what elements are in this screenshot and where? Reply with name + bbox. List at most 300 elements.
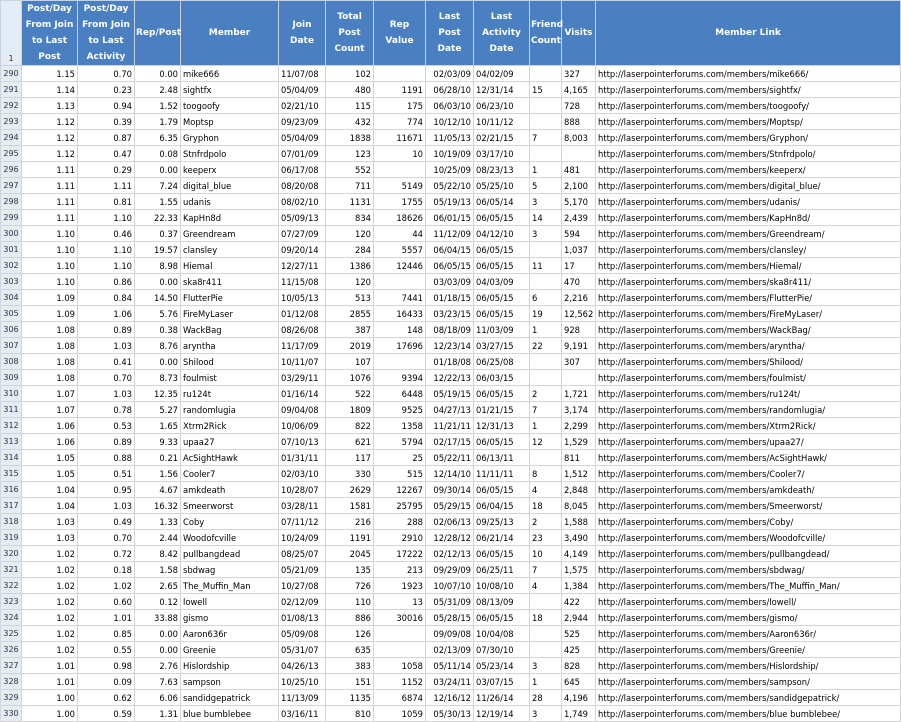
- member-link-cell[interactable]: http://laserpointerforums.com/members/mike666/: [596, 66, 901, 82]
- total-post-count-cell[interactable]: 834: [326, 210, 374, 226]
- last-post-date-cell[interactable]: 02/12/13: [426, 546, 474, 562]
- row-number-cell[interactable]: 307: [1, 338, 22, 354]
- visits-cell[interactable]: 2,439: [562, 210, 596, 226]
- member-name-cell[interactable]: Moptsp: [181, 114, 279, 130]
- header-post-day-last-activity[interactable]: Post/Day From Join to Last Activity: [78, 1, 135, 66]
- join-date-cell[interactable]: 08/25/07: [279, 546, 326, 562]
- join-date-cell[interactable]: 10/27/08: [279, 578, 326, 594]
- friend-count-cell[interactable]: [530, 450, 562, 466]
- rep-per-post-cell[interactable]: 4.67: [135, 482, 181, 498]
- join-date-cell[interactable]: 08/02/10: [279, 194, 326, 210]
- member-link-cell[interactable]: http://laserpointerforums.com/members/Shilood/: [596, 354, 901, 370]
- rep-per-post-cell[interactable]: 19.57: [135, 242, 181, 258]
- member-link-cell[interactable]: http://laserpointerforums.com/members/keeperx/: [596, 162, 901, 178]
- post-day-last-post-cell[interactable]: 1.09: [22, 290, 78, 306]
- rep-per-post-cell[interactable]: 8.98: [135, 258, 181, 274]
- post-day-last-activity-cell[interactable]: 0.85: [78, 626, 135, 642]
- friend-count-cell[interactable]: [530, 66, 562, 82]
- member-name-cell[interactable]: sandidgepatrick: [181, 690, 279, 706]
- last-activity-date-cell[interactable]: 10/11/12: [474, 114, 530, 130]
- rep-value-cell[interactable]: 6448: [374, 386, 426, 402]
- last-activity-date-cell[interactable]: 05/25/10: [474, 178, 530, 194]
- rep-value-cell[interactable]: 44: [374, 226, 426, 242]
- friend-count-cell[interactable]: 22: [530, 338, 562, 354]
- rep-per-post-cell[interactable]: 1.58: [135, 562, 181, 578]
- rep-value-cell[interactable]: 17222: [374, 546, 426, 562]
- member-link-cell[interactable]: http://laserpointerforums.com/members/Greenie/: [596, 642, 901, 658]
- member-name-cell[interactable]: lowell: [181, 594, 279, 610]
- rep-value-cell[interactable]: 11671: [374, 130, 426, 146]
- last-activity-date-cell[interactable]: 06/05/15: [474, 258, 530, 274]
- row-number-cell[interactable]: 326: [1, 642, 22, 658]
- member-link-cell[interactable]: http://laserpointerforums.com/members/foulmist/: [596, 370, 901, 386]
- member-link-cell[interactable]: http://laserpointerforums.com/members/udanis/: [596, 194, 901, 210]
- last-activity-date-cell[interactable]: 06/05/15: [474, 242, 530, 258]
- last-activity-date-cell[interactable]: 06/05/15: [474, 546, 530, 562]
- visits-cell[interactable]: 8,045: [562, 498, 596, 514]
- row-number-cell[interactable]: 328: [1, 674, 22, 690]
- join-date-cell[interactable]: 01/12/08: [279, 306, 326, 322]
- post-day-last-post-cell[interactable]: 1.08: [22, 354, 78, 370]
- visits-cell[interactable]: 327: [562, 66, 596, 82]
- post-day-last-post-cell[interactable]: 1.02: [22, 594, 78, 610]
- post-day-last-post-cell[interactable]: 1.07: [22, 402, 78, 418]
- post-day-last-post-cell[interactable]: 1.12: [22, 114, 78, 130]
- rep-per-post-cell[interactable]: 0.00: [135, 66, 181, 82]
- rep-per-post-cell[interactable]: 0.00: [135, 642, 181, 658]
- last-post-date-cell[interactable]: 02/03/09: [426, 66, 474, 82]
- post-day-last-post-cell[interactable]: 1.15: [22, 66, 78, 82]
- rep-per-post-cell[interactable]: 0.00: [135, 162, 181, 178]
- post-day-last-activity-cell[interactable]: 0.95: [78, 482, 135, 498]
- member-link-cell[interactable]: http://laserpointerforums.com/members/Hislordship/: [596, 658, 901, 674]
- member-name-cell[interactable]: udanis: [181, 194, 279, 210]
- rep-per-post-cell[interactable]: 1.52: [135, 98, 181, 114]
- post-day-last-post-cell[interactable]: 1.14: [22, 82, 78, 98]
- row-number-cell[interactable]: 323: [1, 594, 22, 610]
- post-day-last-activity-cell[interactable]: 1.10: [78, 258, 135, 274]
- member-name-cell[interactable]: sightfx: [181, 82, 279, 98]
- rep-per-post-cell[interactable]: 9.33: [135, 434, 181, 450]
- rep-value-cell[interactable]: 515: [374, 466, 426, 482]
- post-day-last-activity-cell[interactable]: 0.23: [78, 82, 135, 98]
- post-day-last-post-cell[interactable]: 1.02: [22, 546, 78, 562]
- visits-cell[interactable]: 3,490: [562, 530, 596, 546]
- total-post-count-cell[interactable]: 330: [326, 466, 374, 482]
- total-post-count-cell[interactable]: 115: [326, 98, 374, 114]
- visits-cell[interactable]: 4,165: [562, 82, 596, 98]
- rep-value-cell[interactable]: 25795: [374, 498, 426, 514]
- rep-value-cell[interactable]: 175: [374, 98, 426, 114]
- friend-count-cell[interactable]: [530, 274, 562, 290]
- last-post-date-cell[interactable]: 10/19/09: [426, 146, 474, 162]
- total-post-count-cell[interactable]: 513: [326, 290, 374, 306]
- member-link-cell[interactable]: http://laserpointerforums.com/members/Moptsp/: [596, 114, 901, 130]
- post-day-last-post-cell[interactable]: 1.13: [22, 98, 78, 114]
- friend-count-cell[interactable]: [530, 114, 562, 130]
- last-activity-date-cell[interactable]: 06/05/15: [474, 434, 530, 450]
- friend-count-cell[interactable]: 8: [530, 466, 562, 482]
- rep-value-cell[interactable]: 1923: [374, 578, 426, 594]
- row-number-cell[interactable]: 321: [1, 562, 22, 578]
- member-name-cell[interactable]: KapHn8d: [181, 210, 279, 226]
- member-name-cell[interactable]: digital_blue: [181, 178, 279, 194]
- join-date-cell[interactable]: 02/12/09: [279, 594, 326, 610]
- last-post-date-cell[interactable]: 02/17/15: [426, 434, 474, 450]
- visits-cell[interactable]: 2,848: [562, 482, 596, 498]
- row-number-cell[interactable]: 304: [1, 290, 22, 306]
- friend-count-cell[interactable]: [530, 626, 562, 642]
- total-post-count-cell[interactable]: 635: [326, 642, 374, 658]
- row-number-cell[interactable]: 301: [1, 242, 22, 258]
- last-post-date-cell[interactable]: 02/13/09: [426, 642, 474, 658]
- rep-per-post-cell[interactable]: 33.88: [135, 610, 181, 626]
- post-day-last-activity-cell[interactable]: 0.94: [78, 98, 135, 114]
- total-post-count-cell[interactable]: 726: [326, 578, 374, 594]
- visits-cell[interactable]: 811: [562, 450, 596, 466]
- row-number-cell[interactable]: 316: [1, 482, 22, 498]
- member-name-cell[interactable]: upaa27: [181, 434, 279, 450]
- last-post-date-cell[interactable]: 05/30/13: [426, 706, 474, 722]
- rep-value-cell[interactable]: 30016: [374, 610, 426, 626]
- visits-cell[interactable]: 1,588: [562, 514, 596, 530]
- rep-per-post-cell[interactable]: 2.76: [135, 658, 181, 674]
- post-day-last-post-cell[interactable]: 1.08: [22, 370, 78, 386]
- last-activity-date-cell[interactable]: 06/23/10: [474, 98, 530, 114]
- join-date-cell[interactable]: 04/26/13: [279, 658, 326, 674]
- last-activity-date-cell[interactable]: 12/19/14: [474, 706, 530, 722]
- row-number-cell[interactable]: 310: [1, 386, 22, 402]
- last-activity-date-cell[interactable]: 03/07/15: [474, 674, 530, 690]
- visits-cell[interactable]: 2,299: [562, 418, 596, 434]
- friend-count-cell[interactable]: 6: [530, 290, 562, 306]
- post-day-last-post-cell[interactable]: 1.01: [22, 658, 78, 674]
- post-day-last-activity-cell[interactable]: 1.10: [78, 210, 135, 226]
- member-link-cell[interactable]: http://laserpointerforums.com/members/toogoofy/: [596, 98, 901, 114]
- last-post-date-cell[interactable]: 02/06/13: [426, 514, 474, 530]
- last-activity-date-cell[interactable]: 04/02/09: [474, 66, 530, 82]
- member-link-cell[interactable]: http://laserpointerforums.com/members/digital_blue/: [596, 178, 901, 194]
- visits-cell[interactable]: 2,100: [562, 178, 596, 194]
- member-link-cell[interactable]: http://laserpointerforums.com/members/Woodofcville/: [596, 530, 901, 546]
- friend-count-cell[interactable]: [530, 370, 562, 386]
- row-number-cell[interactable]: 294: [1, 130, 22, 146]
- total-post-count-cell[interactable]: 120: [326, 226, 374, 242]
- rep-per-post-cell[interactable]: 0.38: [135, 322, 181, 338]
- visits-cell[interactable]: 525: [562, 626, 596, 642]
- member-name-cell[interactable]: FireMyLaser: [181, 306, 279, 322]
- member-name-cell[interactable]: The_Muffin_Man: [181, 578, 279, 594]
- join-date-cell[interactable]: 10/05/13: [279, 290, 326, 306]
- post-day-last-post-cell[interactable]: 1.04: [22, 482, 78, 498]
- visits-cell[interactable]: 1,384: [562, 578, 596, 594]
- join-date-cell[interactable]: 10/06/09: [279, 418, 326, 434]
- total-post-count-cell[interactable]: 1191: [326, 530, 374, 546]
- header-last-post-date[interactable]: Last Post Date: [426, 1, 474, 66]
- post-day-last-activity-cell[interactable]: 0.29: [78, 162, 135, 178]
- member-link-cell[interactable]: http://laserpointerforums.com/members/sightfx/: [596, 82, 901, 98]
- rep-value-cell[interactable]: 1191: [374, 82, 426, 98]
- post-day-last-activity-cell[interactable]: 0.51: [78, 466, 135, 482]
- last-activity-date-cell[interactable]: 06/05/15: [474, 306, 530, 322]
- rep-value-cell[interactable]: 1358: [374, 418, 426, 434]
- last-post-date-cell[interactable]: 12/28/12: [426, 530, 474, 546]
- friend-count-cell[interactable]: 1: [530, 674, 562, 690]
- friend-count-cell[interactable]: 3: [530, 194, 562, 210]
- member-link-cell[interactable]: http://laserpointerforums.com/members/sandidgepatrick/: [596, 690, 901, 706]
- last-post-date-cell[interactable]: 11/05/13: [426, 130, 474, 146]
- last-activity-date-cell[interactable]: 07/30/10: [474, 642, 530, 658]
- post-day-last-activity-cell[interactable]: 1.02: [78, 578, 135, 594]
- join-date-cell[interactable]: 08/20/08: [279, 178, 326, 194]
- post-day-last-post-cell[interactable]: 1.11: [22, 178, 78, 194]
- visits-cell[interactable]: 12,562: [562, 306, 596, 322]
- member-name-cell[interactable]: Greenie: [181, 642, 279, 658]
- visits-cell[interactable]: 1,512: [562, 466, 596, 482]
- post-day-last-post-cell[interactable]: 1.12: [22, 130, 78, 146]
- post-day-last-activity-cell[interactable]: 0.89: [78, 322, 135, 338]
- member-link-cell[interactable]: http://laserpointerforums.com/members/AcSightHawk/: [596, 450, 901, 466]
- rep-value-cell[interactable]: 9394: [374, 370, 426, 386]
- row-number-cell[interactable]: 291: [1, 82, 22, 98]
- rep-per-post-cell[interactable]: 14.50: [135, 290, 181, 306]
- member-name-cell[interactable]: gismo: [181, 610, 279, 626]
- last-activity-date-cell[interactable]: 09/25/13: [474, 514, 530, 530]
- post-day-last-post-cell[interactable]: 1.02: [22, 562, 78, 578]
- post-day-last-post-cell[interactable]: 1.05: [22, 466, 78, 482]
- friend-count-cell[interactable]: 4: [530, 578, 562, 594]
- post-day-last-activity-cell[interactable]: 0.55: [78, 642, 135, 658]
- member-link-cell[interactable]: http://laserpointerforums.com/members/sbdwag/: [596, 562, 901, 578]
- row-number-cell[interactable]: 299: [1, 210, 22, 226]
- post-day-last-post-cell[interactable]: 1.12: [22, 146, 78, 162]
- post-day-last-post-cell[interactable]: 1.02: [22, 642, 78, 658]
- friend-count-cell[interactable]: 15: [530, 82, 562, 98]
- visits-cell[interactable]: 728: [562, 98, 596, 114]
- join-date-cell[interactable]: 07/27/09: [279, 226, 326, 242]
- visits-cell[interactable]: 1,721: [562, 386, 596, 402]
- total-post-count-cell[interactable]: 117: [326, 450, 374, 466]
- post-day-last-post-cell[interactable]: 1.11: [22, 194, 78, 210]
- post-day-last-post-cell[interactable]: 1.11: [22, 162, 78, 178]
- post-day-last-post-cell[interactable]: 1.03: [22, 514, 78, 530]
- row-number-cell[interactable]: 306: [1, 322, 22, 338]
- post-day-last-activity-cell[interactable]: 1.06: [78, 306, 135, 322]
- member-name-cell[interactable]: ska8r411: [181, 274, 279, 290]
- rep-per-post-cell[interactable]: 0.08: [135, 146, 181, 162]
- total-post-count-cell[interactable]: 552: [326, 162, 374, 178]
- last-post-date-cell[interactable]: 05/31/09: [426, 594, 474, 610]
- member-name-cell[interactable]: foulmist: [181, 370, 279, 386]
- header-post-day-last-post[interactable]: Post/Day From Join to Last Post: [22, 1, 78, 66]
- rep-per-post-cell[interactable]: 8.76: [135, 338, 181, 354]
- last-post-date-cell[interactable]: 12/22/13: [426, 370, 474, 386]
- last-activity-date-cell[interactable]: 01/21/15: [474, 402, 530, 418]
- last-post-date-cell[interactable]: 10/07/10: [426, 578, 474, 594]
- visits-cell[interactable]: 8,003: [562, 130, 596, 146]
- friend-count-cell[interactable]: 7: [530, 562, 562, 578]
- total-post-count-cell[interactable]: 1131: [326, 194, 374, 210]
- post-day-last-activity-cell[interactable]: 0.86: [78, 274, 135, 290]
- visits-cell[interactable]: 828: [562, 658, 596, 674]
- rep-value-cell[interactable]: 288: [374, 514, 426, 530]
- member-name-cell[interactable]: pullbangdead: [181, 546, 279, 562]
- join-date-cell[interactable]: 10/11/07: [279, 354, 326, 370]
- last-post-date-cell[interactable]: 09/09/08: [426, 626, 474, 642]
- row-number-cell[interactable]: 290: [1, 66, 22, 82]
- last-post-date-cell[interactable]: 09/30/14: [426, 482, 474, 498]
- rep-value-cell[interactable]: [374, 66, 426, 82]
- rep-value-cell[interactable]: 18626: [374, 210, 426, 226]
- member-name-cell[interactable]: Coby: [181, 514, 279, 530]
- last-activity-date-cell[interactable]: 08/13/09: [474, 594, 530, 610]
- member-name-cell[interactable]: keeperx: [181, 162, 279, 178]
- post-day-last-activity-cell[interactable]: 0.39: [78, 114, 135, 130]
- visits-cell[interactable]: 422: [562, 594, 596, 610]
- member-link-cell[interactable]: http://laserpointerforums.com/members/upaa27/: [596, 434, 901, 450]
- visits-cell[interactable]: 1,037: [562, 242, 596, 258]
- last-activity-date-cell[interactable]: 05/23/14: [474, 658, 530, 674]
- last-activity-date-cell[interactable]: 03/17/10: [474, 146, 530, 162]
- friend-count-cell[interactable]: 23: [530, 530, 562, 546]
- last-post-date-cell[interactable]: 01/18/15: [426, 290, 474, 306]
- last-activity-date-cell[interactable]: 06/13/11: [474, 450, 530, 466]
- row-number-cell[interactable]: 293: [1, 114, 22, 130]
- join-date-cell[interactable]: 02/21/10: [279, 98, 326, 114]
- friend-count-cell[interactable]: 7: [530, 402, 562, 418]
- visits-cell[interactable]: 594: [562, 226, 596, 242]
- last-post-date-cell[interactable]: 05/28/15: [426, 610, 474, 626]
- last-post-date-cell[interactable]: 05/22/11: [426, 450, 474, 466]
- row-number-cell[interactable]: 311: [1, 402, 22, 418]
- join-date-cell[interactable]: 05/04/09: [279, 130, 326, 146]
- post-day-last-activity-cell[interactable]: 0.49: [78, 514, 135, 530]
- row-number-header[interactable]: 1: [1, 1, 22, 66]
- member-name-cell[interactable]: Cooler7: [181, 466, 279, 482]
- row-number-cell[interactable]: 312: [1, 418, 22, 434]
- last-activity-date-cell[interactable]: 11/26/14: [474, 690, 530, 706]
- member-name-cell[interactable]: FlutterPie: [181, 290, 279, 306]
- post-day-last-post-cell[interactable]: 1.05: [22, 450, 78, 466]
- row-number-cell[interactable]: 305: [1, 306, 22, 322]
- post-day-last-activity-cell[interactable]: 1.11: [78, 178, 135, 194]
- last-post-date-cell[interactable]: 12/16/12: [426, 690, 474, 706]
- last-activity-date-cell[interactable]: 11/11/11: [474, 466, 530, 482]
- rep-value-cell[interactable]: 7441: [374, 290, 426, 306]
- last-post-date-cell[interactable]: 06/01/15: [426, 210, 474, 226]
- member-link-cell[interactable]: http://laserpointerforums.com/members/Gryphon/: [596, 130, 901, 146]
- member-link-cell[interactable]: http://laserpointerforums.com/members/FlutterPie/: [596, 290, 901, 306]
- post-day-last-post-cell[interactable]: 1.06: [22, 434, 78, 450]
- join-date-cell[interactable]: 06/17/08: [279, 162, 326, 178]
- total-post-count-cell[interactable]: 1809: [326, 402, 374, 418]
- post-day-last-activity-cell[interactable]: 1.03: [78, 498, 135, 514]
- row-number-cell[interactable]: 318: [1, 514, 22, 530]
- last-post-date-cell[interactable]: 06/28/10: [426, 82, 474, 98]
- row-number-cell[interactable]: 300: [1, 226, 22, 242]
- row-number-cell[interactable]: 309: [1, 370, 22, 386]
- last-activity-date-cell[interactable]: 10/08/10: [474, 578, 530, 594]
- member-name-cell[interactable]: Shilood: [181, 354, 279, 370]
- member-link-cell[interactable]: http://laserpointerforums.com/members/WackBag/: [596, 322, 901, 338]
- total-post-count-cell[interactable]: 822: [326, 418, 374, 434]
- last-activity-date-cell[interactable]: 04/12/10: [474, 226, 530, 242]
- visits-cell[interactable]: 481: [562, 162, 596, 178]
- last-post-date-cell[interactable]: 05/19/15: [426, 386, 474, 402]
- row-number-cell[interactable]: 292: [1, 98, 22, 114]
- visits-cell[interactable]: 4,149: [562, 546, 596, 562]
- row-number-cell[interactable]: 313: [1, 434, 22, 450]
- visits-cell[interactable]: [562, 146, 596, 162]
- member-name-cell[interactable]: Hiemal: [181, 258, 279, 274]
- rep-per-post-cell[interactable]: 1.56: [135, 466, 181, 482]
- join-date-cell[interactable]: 03/29/11: [279, 370, 326, 386]
- friend-count-cell[interactable]: [530, 242, 562, 258]
- friend-count-cell[interactable]: 3: [530, 706, 562, 722]
- rep-per-post-cell[interactable]: 2.48: [135, 82, 181, 98]
- row-number-cell[interactable]: 296: [1, 162, 22, 178]
- rep-value-cell[interactable]: 1059: [374, 706, 426, 722]
- join-date-cell[interactable]: 07/01/09: [279, 146, 326, 162]
- join-date-cell[interactable]: 05/09/08: [279, 626, 326, 642]
- friend-count-cell[interactable]: 3: [530, 658, 562, 674]
- rep-value-cell[interactable]: 25: [374, 450, 426, 466]
- post-day-last-post-cell[interactable]: 1.02: [22, 578, 78, 594]
- last-activity-date-cell[interactable]: 12/31/13: [474, 418, 530, 434]
- last-post-date-cell[interactable]: 03/23/15: [426, 306, 474, 322]
- total-post-count-cell[interactable]: 284: [326, 242, 374, 258]
- rep-value-cell[interactable]: 2910: [374, 530, 426, 546]
- rep-per-post-cell[interactable]: 6.06: [135, 690, 181, 706]
- friend-count-cell[interactable]: 18: [530, 498, 562, 514]
- visits-cell[interactable]: 425: [562, 642, 596, 658]
- member-name-cell[interactable]: mike666: [181, 66, 279, 82]
- total-post-count-cell[interactable]: 810: [326, 706, 374, 722]
- last-activity-date-cell[interactable]: 06/05/14: [474, 194, 530, 210]
- post-day-last-post-cell[interactable]: 1.08: [22, 322, 78, 338]
- join-date-cell[interactable]: 10/25/10: [279, 674, 326, 690]
- header-rep-value[interactable]: Rep Value: [374, 1, 426, 66]
- last-activity-date-cell[interactable]: 10/04/08: [474, 626, 530, 642]
- last-post-date-cell[interactable]: 11/21/11: [426, 418, 474, 434]
- row-number-cell[interactable]: 324: [1, 610, 22, 626]
- post-day-last-activity-cell[interactable]: 0.18: [78, 562, 135, 578]
- total-post-count-cell[interactable]: 126: [326, 626, 374, 642]
- post-day-last-activity-cell[interactable]: 0.98: [78, 658, 135, 674]
- rep-per-post-cell[interactable]: 6.35: [135, 130, 181, 146]
- visits-cell[interactable]: 1,575: [562, 562, 596, 578]
- last-activity-date-cell[interactable]: 03/27/15: [474, 338, 530, 354]
- post-day-last-post-cell[interactable]: 1.09: [22, 306, 78, 322]
- header-member-link[interactable]: Member Link: [596, 1, 901, 66]
- join-date-cell[interactable]: 08/26/08: [279, 322, 326, 338]
- rep-value-cell[interactable]: 10: [374, 146, 426, 162]
- friend-count-cell[interactable]: 5: [530, 178, 562, 194]
- last-activity-date-cell[interactable]: 06/05/15: [474, 210, 530, 226]
- post-day-last-activity-cell[interactable]: 0.70: [78, 530, 135, 546]
- header-member[interactable]: Member: [181, 1, 279, 66]
- total-post-count-cell[interactable]: 120: [326, 274, 374, 290]
- friend-count-cell[interactable]: 19: [530, 306, 562, 322]
- last-post-date-cell[interactable]: 12/23/14: [426, 338, 474, 354]
- rep-value-cell[interactable]: 213: [374, 562, 426, 578]
- total-post-count-cell[interactable]: 1135: [326, 690, 374, 706]
- member-link-cell[interactable]: http://laserpointerforums.com/members/ska8r411/: [596, 274, 901, 290]
- member-link-cell[interactable]: http://laserpointerforums.com/members/Greendream/: [596, 226, 901, 242]
- post-day-last-activity-cell[interactable]: 0.46: [78, 226, 135, 242]
- row-number-cell[interactable]: 298: [1, 194, 22, 210]
- friend-count-cell[interactable]: [530, 642, 562, 658]
